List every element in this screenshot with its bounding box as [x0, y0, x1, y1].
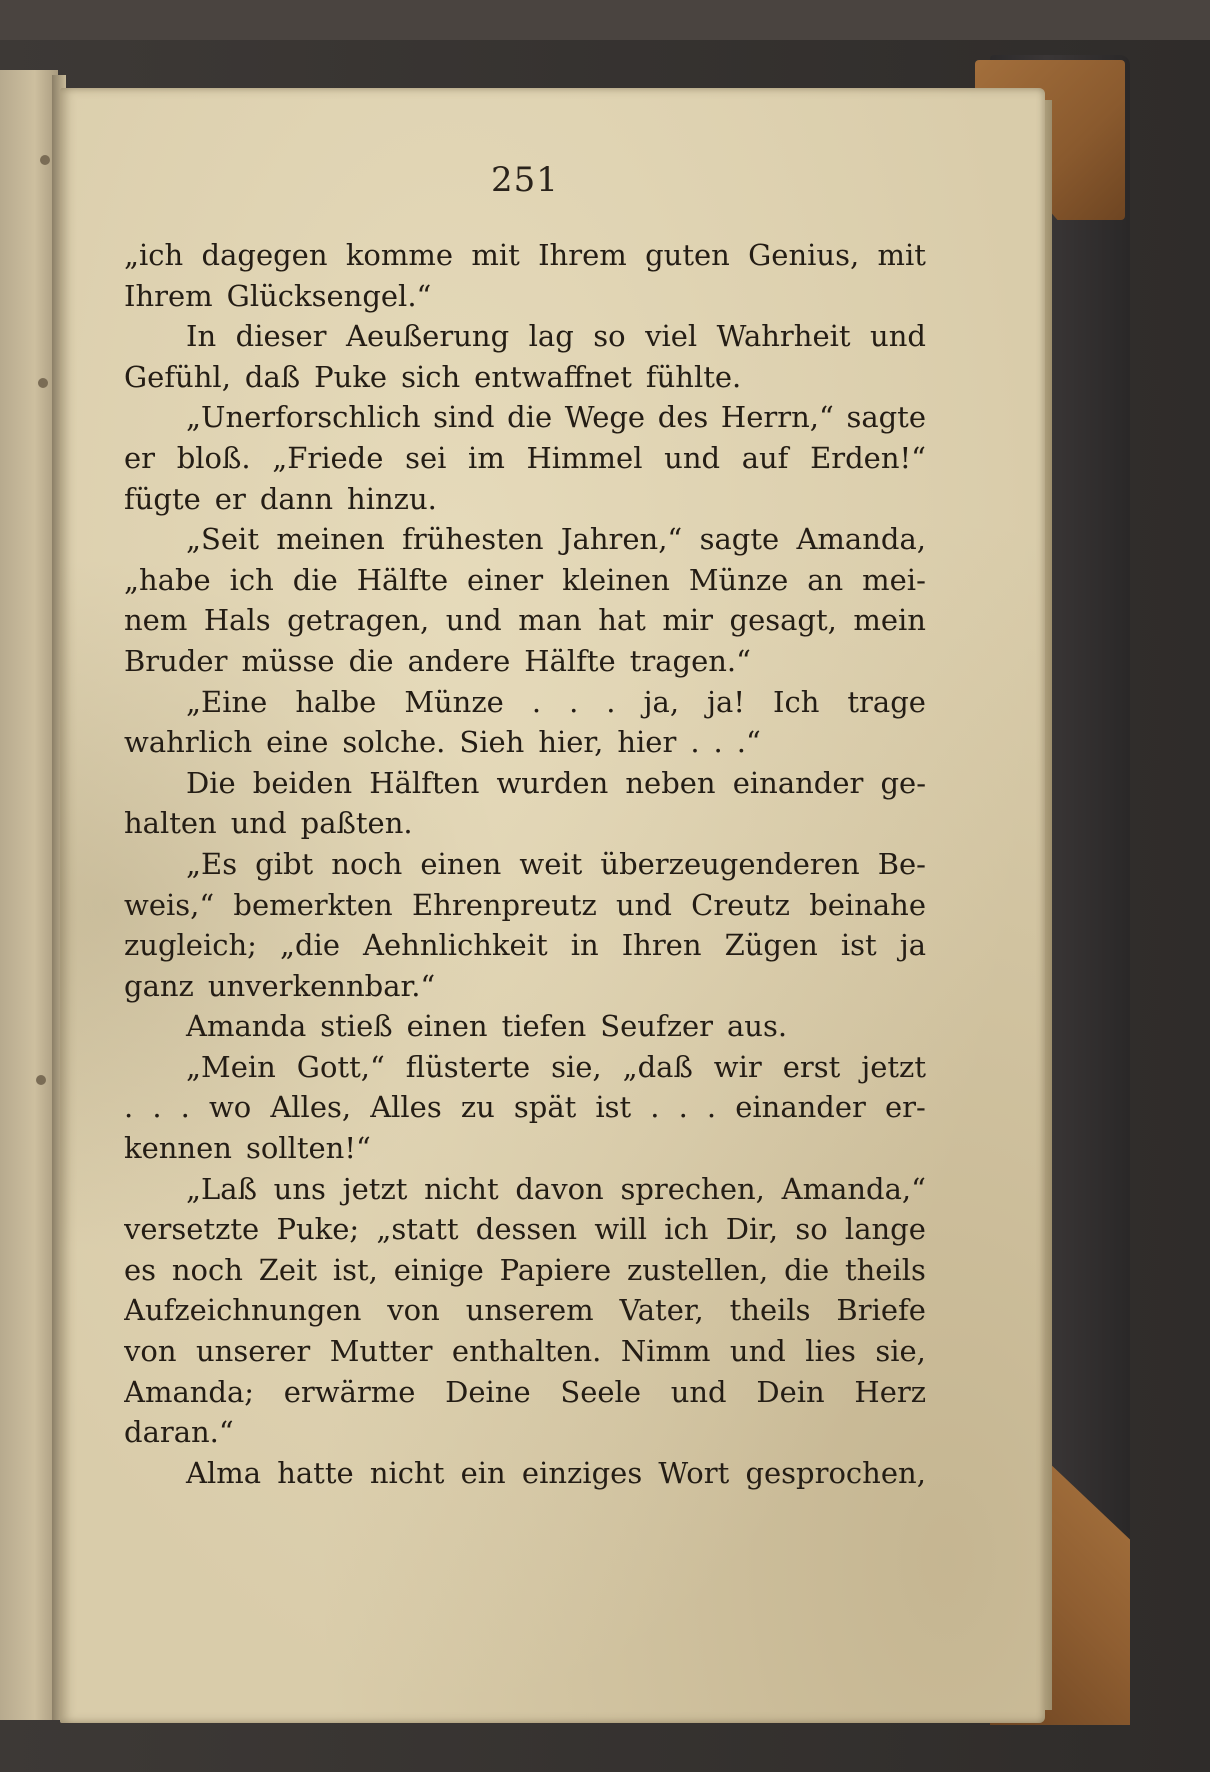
- binding-thread-mark: [38, 378, 48, 388]
- text-line: ganz unverkennbar.“: [124, 968, 436, 1003]
- text-line: „Eine halbe Münze . . . ja, ja! Ich trage: [186, 684, 926, 719]
- text-line: „Unerforschlich sind die Wege des Herrn,“ sagte: [186, 400, 926, 435]
- text-line: zugleich; „die Aehnlichkeit in Ihren Zügen ist ja: [124, 928, 926, 963]
- text-line: es noch Zeit ist, einige Papiere zustellen, die theils: [124, 1252, 926, 1287]
- text-line: Alma hatte nicht ein einziges Wort gesprochen,: [186, 1455, 926, 1490]
- text-line: „ich dagegen komme mit Ihrem guten Genius, mit: [124, 238, 926, 272]
- text-line: Gefühl, daß Puke sich entwaffnet fühlte.: [124, 359, 742, 394]
- text-line: nem Hals getragen, und man hat mir gesagt, mein: [124, 603, 926, 638]
- text-line: „Laß uns jetzt nicht davon sprechen, Amanda,“: [186, 1171, 926, 1206]
- text-line: Amanda stieß einen tiefen Seufzer aus.: [186, 1009, 788, 1044]
- text-line: er bloß. „Friede sei im Himmel und auf Erden!“: [124, 440, 926, 475]
- text-line: halten und paßten.: [124, 806, 413, 841]
- text-line: versetzte Puke; „statt dessen will ich Dir, so lange: [124, 1212, 926, 1247]
- binding-thread-mark: [36, 1075, 46, 1085]
- text-line: „Es gibt noch einen weit überzeugenderen Be-: [186, 846, 926, 881]
- page-number: 251: [491, 160, 559, 200]
- text-line: daran.“: [124, 1415, 234, 1450]
- text-line: Die beiden Hälften wurden neben einander ge-: [186, 765, 926, 800]
- text-line: Amanda; erwärme Deine Seele und Dein Herz: [124, 1374, 926, 1409]
- text-line: Ihrem Glücksengel.“: [124, 278, 432, 313]
- facing-page-edge: [0, 70, 58, 1720]
- text-line: weis,“ bemerkten Ehrenpreutz und Creutz beinahe: [124, 887, 926, 922]
- text-line: fügte er dann hinzu.: [124, 481, 437, 516]
- text-line: von unserer Mutter enthalten. Nimm und lies sie,: [124, 1334, 926, 1369]
- text-line: Bruder müsse die andere Hälfte tragen.“: [124, 643, 751, 678]
- text-line: Aufzeichnungen von unserem Vater, theils Briefe: [124, 1293, 926, 1328]
- binding-thread-mark: [40, 155, 50, 165]
- text-line: kennen sollten!“: [124, 1131, 371, 1166]
- page-text: [124, 235, 926, 1493]
- text-line: In dieser Aeußerung lag so viel Wahrheit und: [186, 319, 926, 354]
- text-line: „Mein Gott,“ flüsterte sie, „daß wir erst jetzt: [186, 1049, 926, 1084]
- text-line: wahrlich eine solche. Sieh hier, hier . . .“: [124, 725, 761, 760]
- text-line: „habe ich die Hälfte einer kleinen Münze an mei-: [124, 562, 926, 597]
- text-line: . . . wo Alles, Alles zu spät ist . . . einander er-: [124, 1090, 926, 1125]
- text-line: „Seit meinen frühesten Jahren,“ sagte Amanda,: [186, 522, 926, 557]
